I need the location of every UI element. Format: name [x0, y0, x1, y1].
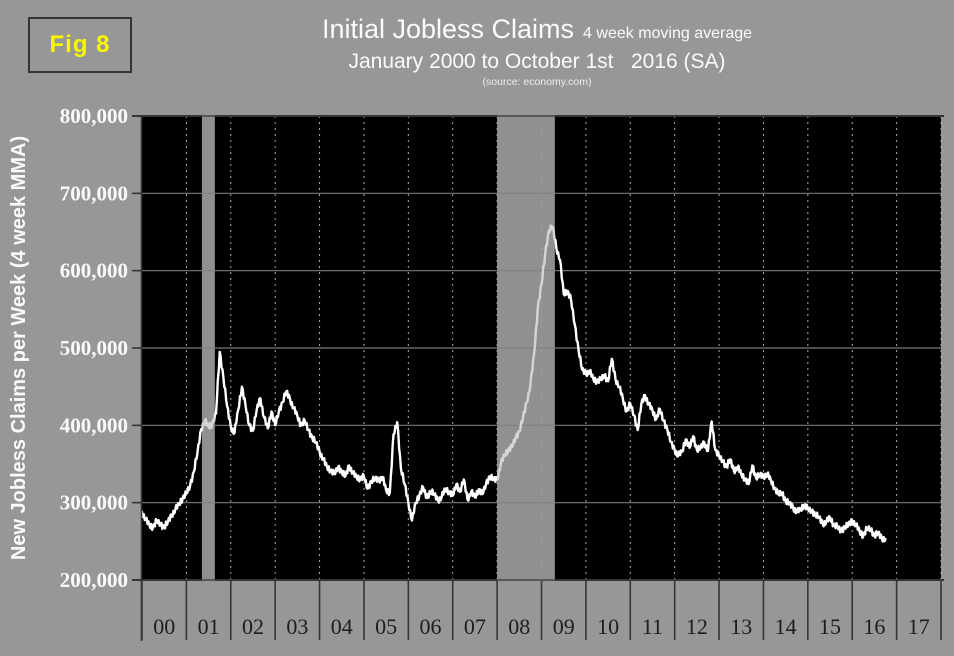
- x-tick-label: 08: [508, 614, 531, 639]
- y-tick-label: 400,000: [59, 413, 128, 438]
- y-tick-label: 500,000: [59, 336, 128, 360]
- x-tick-label: 01: [197, 614, 220, 639]
- y-tick-label: 700,000: [59, 181, 128, 206]
- x-tick-label: 00: [153, 614, 176, 639]
- chart-subtitle: January 2000 to October 1st 2016 (SA): [348, 50, 726, 73]
- y-axis-title: New Jobless Claims per Week (4 week MMA): [8, 135, 30, 561]
- x-tick-label: 13: [730, 614, 753, 639]
- x-tick-label: 11: [641, 614, 664, 639]
- chart-title-qualifier: 4 week moving average: [583, 25, 753, 42]
- x-tick-label: 14: [774, 614, 797, 639]
- x-tick-label: 04: [330, 614, 353, 639]
- x-tick-label: 09: [552, 614, 575, 639]
- x-tick-label: 06: [419, 614, 442, 639]
- recession-band-overlay: [202, 115, 215, 582]
- recession-band-overlay: [497, 115, 555, 582]
- x-tick-label: 12: [685, 614, 708, 639]
- x-tick-label: 05: [375, 614, 398, 639]
- y-tick-label: 200,000: [59, 568, 128, 592]
- x-tick-label: 16: [863, 614, 886, 639]
- y-tick-label: 800,000: [59, 104, 128, 128]
- x-tick-label: 02: [241, 614, 264, 639]
- x-tick-label: 17: [907, 614, 930, 639]
- chart-title: Initial Jobless Claims: [321, 14, 575, 44]
- x-tick-label: 10: [597, 614, 620, 639]
- y-tick-label: 600,000: [59, 258, 128, 283]
- x-tick-label: 03: [286, 614, 309, 639]
- figure-label: Fig 8: [49, 31, 111, 58]
- x-tick-label: 07: [463, 614, 486, 639]
- x-tick-label: 15: [819, 614, 842, 639]
- chart-source: (source: economy.com): [482, 76, 592, 88]
- y-tick-label: 300,000: [59, 490, 128, 515]
